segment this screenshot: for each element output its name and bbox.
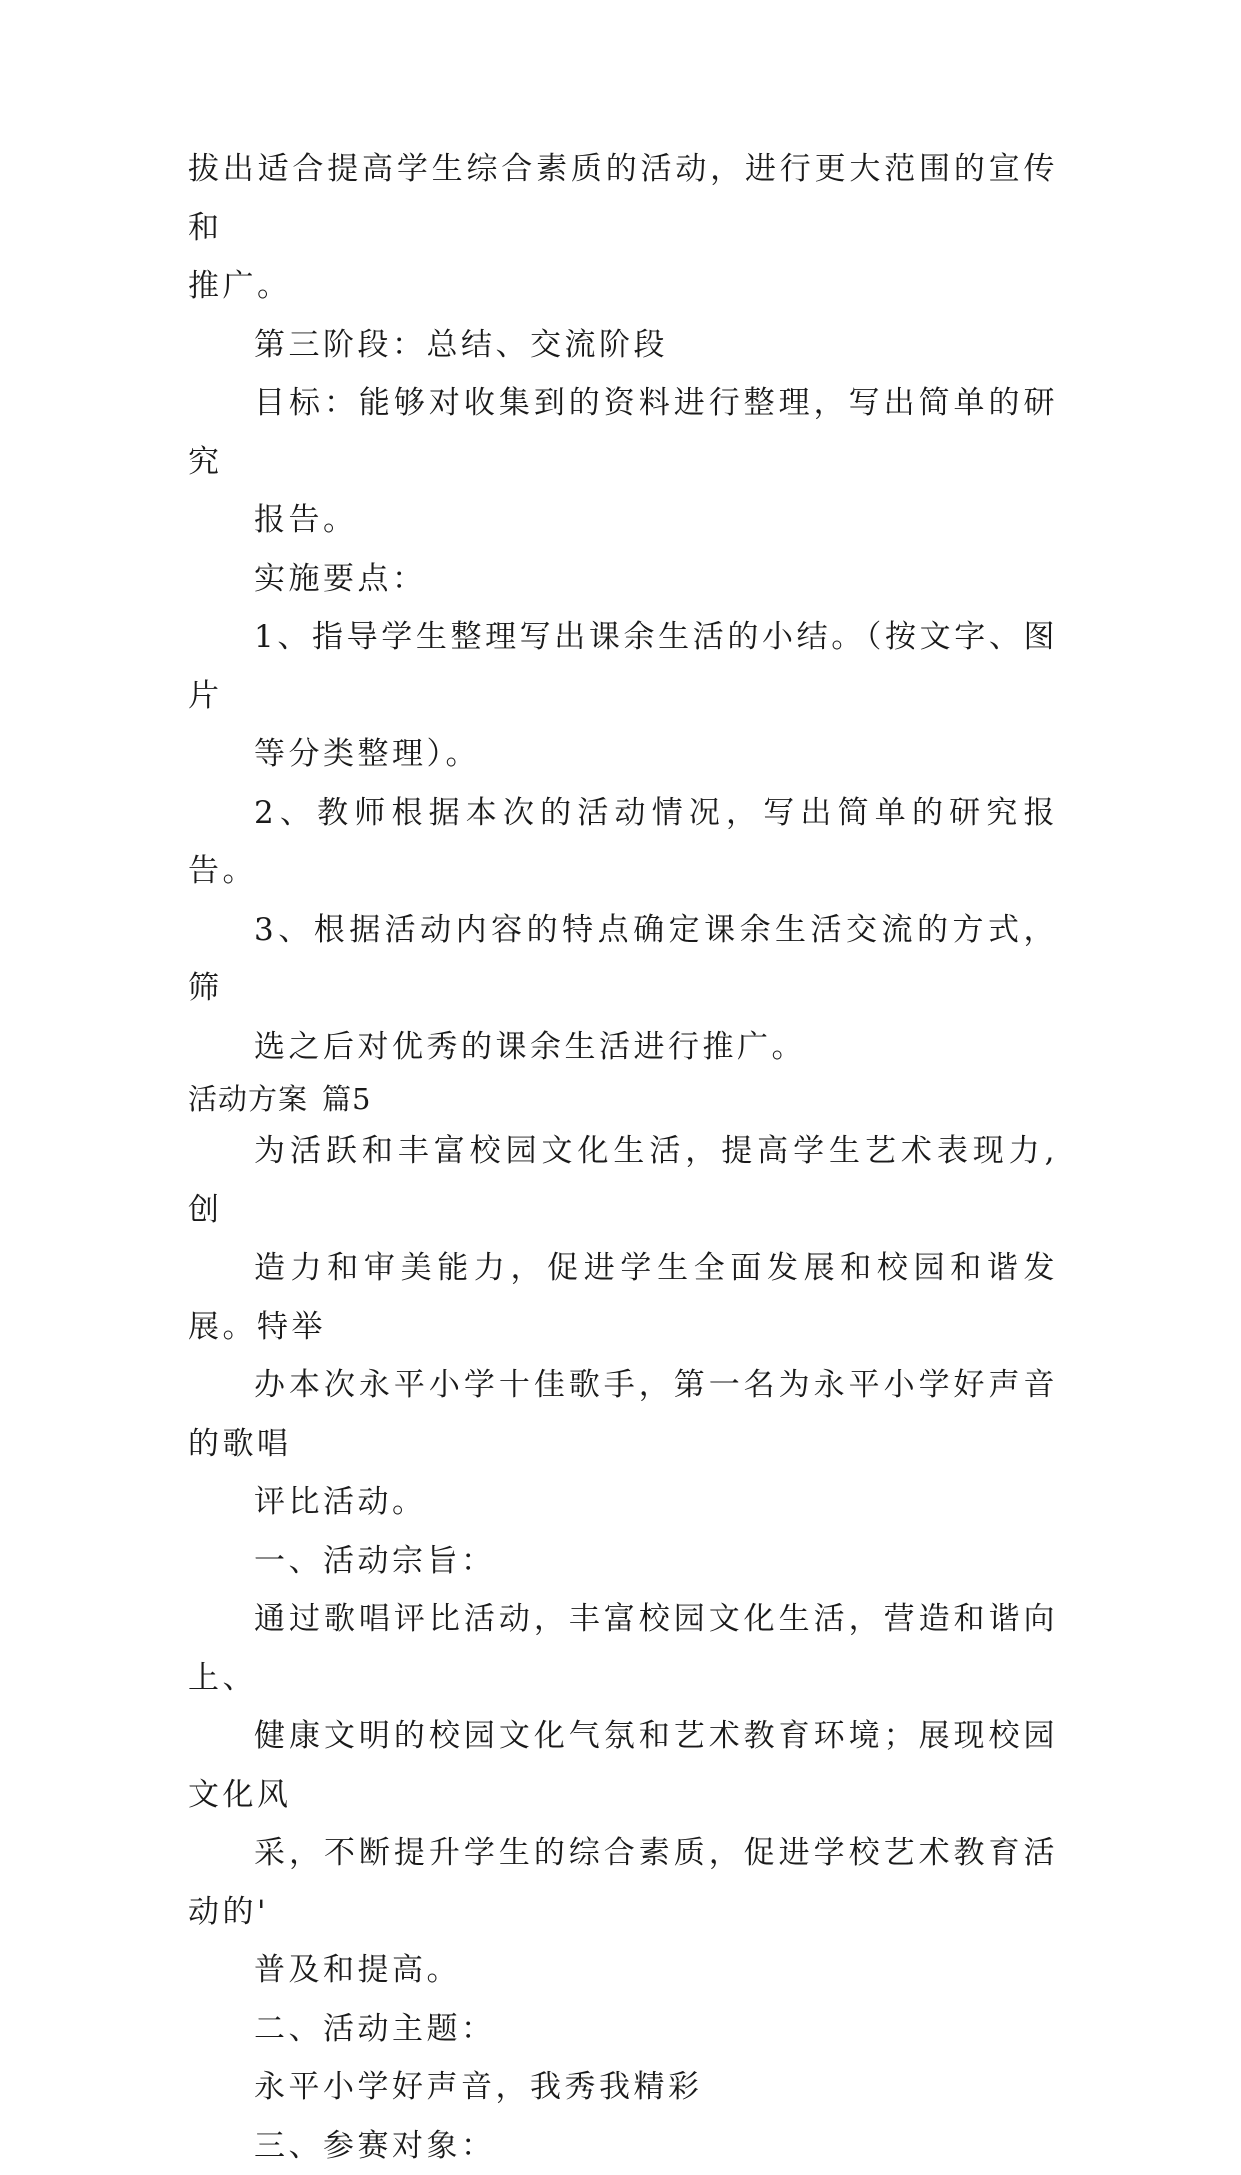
paragraph-line: 造力和审美能力，促进学生全面发展和校园和谐发展。特举 — [188, 1239, 1058, 1356]
paragraph-line: 拔出适合提高学生综合素质的活动，进行更大范围的宣传和 — [188, 140, 1058, 257]
paragraph — [188, 1532, 1058, 1591]
paragraph-line: 为活跃和丰富校园文化生活，提高学生艺术表现力,创 — [188, 1122, 1058, 1239]
paragraph — [188, 140, 1058, 316]
document-body-before-heading — [188, 140, 1058, 1076]
paragraph-line: 实施要点： — [188, 550, 1058, 609]
paragraph-line: 目标：能够对收集到的资料进行整理，写出简单的研究 — [188, 374, 1058, 491]
paragraph — [188, 374, 1058, 550]
paragraph — [188, 784, 1058, 901]
paragraph-line: 1、指导学生整理写出课余生活的小结。（按文字、图片 — [188, 608, 1058, 725]
paragraph — [188, 1590, 1058, 2000]
paragraph-line: 通过歌唱评比活动，丰富校园文化生活，营造和谐向上、 — [188, 1590, 1058, 1707]
document-page — [188, 140, 1058, 2175]
paragraph — [188, 608, 1058, 784]
paragraph-line: 报告。 — [188, 491, 1058, 550]
paragraph-line: 2、教师根据本次的活动情况，写出简单的研究报告。 — [188, 784, 1058, 901]
paragraph-line: 二、活动主题： — [188, 2000, 1058, 2059]
paragraph-line: 一、活动宗旨： — [188, 1532, 1058, 1591]
paragraph — [188, 2058, 1058, 2117]
document-body-after-heading — [188, 1122, 1058, 2175]
paragraph-line: 采，不断提升学生的综合素质，促进学校艺术教育活动的' — [188, 1824, 1058, 1941]
paragraph-line: 等分类整理）。 — [188, 725, 1058, 784]
paragraph-line: 选之后对优秀的课余生活进行推广。 — [188, 1018, 1058, 1077]
paragraph-line: 评比活动。 — [188, 1473, 1058, 1532]
paragraph-line: 3、根据活动内容的特点确定课余生活交流的方式，筛 — [188, 901, 1058, 1018]
paragraph — [188, 901, 1058, 1077]
paragraph-line: 永平小学好声音，我秀我精彩 — [188, 2058, 1058, 2117]
paragraph — [188, 2117, 1058, 2175]
paragraph-line: 健康文明的校园文化气氛和艺术教育环境；展现校园文化风 — [188, 1707, 1058, 1824]
section-heading-title: 活动方案 — [188, 1082, 308, 1116]
paragraph — [188, 550, 1058, 609]
paragraph-line: 办本次永平小学十佳歌手，第一名为永平小学好声音的歌唱 — [188, 1356, 1058, 1473]
section-heading — [188, 1076, 1058, 1122]
paragraph-line: 普及和提高。 — [188, 1941, 1058, 2000]
paragraph — [188, 2000, 1058, 2059]
paragraph — [188, 316, 1058, 375]
paragraph-line: 三、参赛对象： — [188, 2117, 1058, 2175]
paragraph-line: 推广。 — [188, 257, 1058, 316]
paragraph-line: 第三阶段：总结、交流阶段 — [188, 316, 1058, 375]
paragraph — [188, 1122, 1058, 1532]
section-heading-number: 篇5 — [322, 1082, 371, 1116]
